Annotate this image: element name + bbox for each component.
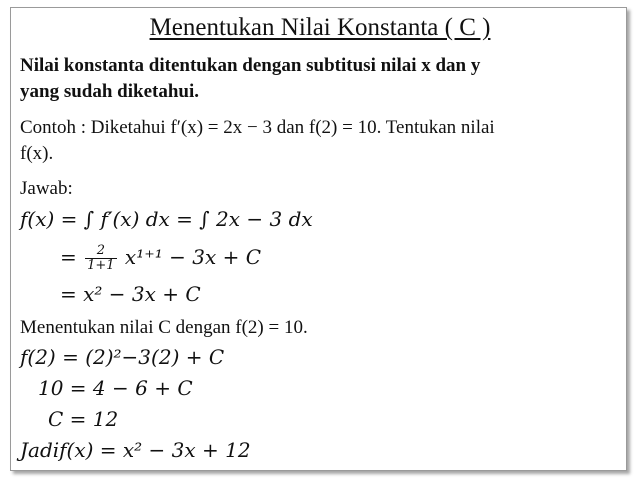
simplified-step: = x² − 3x + C bbox=[60, 282, 201, 306]
intro-line-2: yang sudah diketahui. bbox=[20, 81, 199, 102]
answer-label: Jawab: bbox=[20, 178, 73, 199]
example-line-1: Contoh : Diketahui f′(x) = 2x − 3 dan f(2) = 10. Tentukan nilai bbox=[20, 117, 495, 138]
conclusion-line: Jadif(x) = x² − 3x + 12 bbox=[20, 438, 251, 462]
slide-title: Menentukan Nilai Konstanta ( C ) bbox=[149, 14, 491, 41]
example-line-2: f(x). bbox=[20, 143, 54, 164]
constant-result: C = 12 bbox=[48, 407, 119, 431]
fraction-numerator: 2 bbox=[85, 244, 116, 259]
substitution-step: f(2) = (2)²−3(2) + C bbox=[20, 345, 225, 369]
equals-sign: = bbox=[60, 245, 77, 269]
intro-line-1: Nilai konstanta ditentukan dengan subtitusi nilai x dan y bbox=[20, 55, 481, 76]
evaluation-step: 10 = 4 − 6 + C bbox=[38, 376, 193, 400]
fraction bbox=[85, 244, 116, 273]
power-rule-step bbox=[60, 244, 261, 273]
determine-c-line: Menentukan nilai C dengan f(2) = 10. bbox=[20, 317, 308, 338]
fraction-denominator: 1+1 bbox=[87, 258, 115, 273]
integral-step: f(x) = ∫ f′(x) dx = ∫ 2x − 3 dx bbox=[20, 207, 313, 231]
power-rule-rest: x¹⁺¹ − 3x + C bbox=[124, 245, 262, 269]
